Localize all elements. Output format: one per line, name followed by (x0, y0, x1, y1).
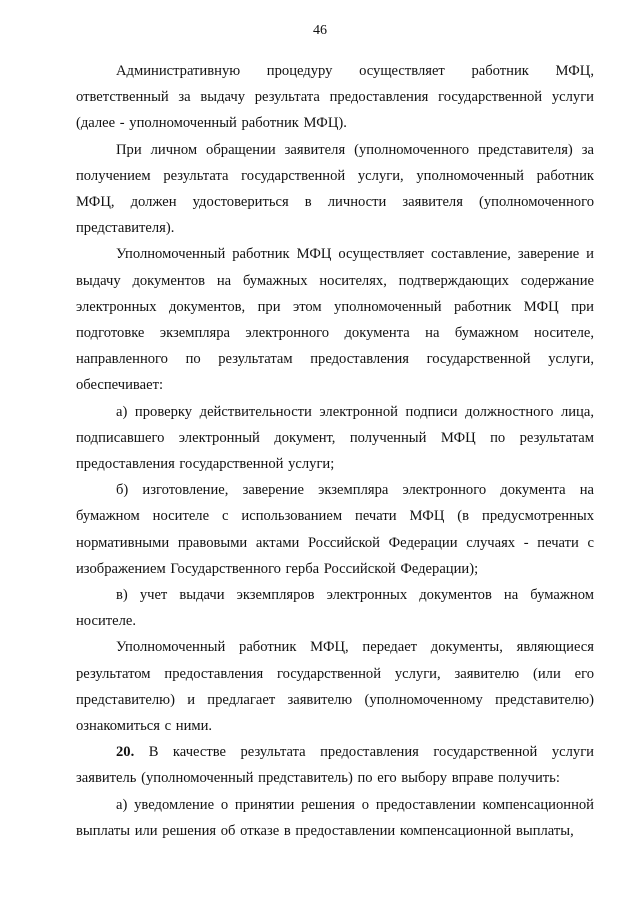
list-item-a-notification: а) уведомление о принятии решения о предоставлении компенсационной выплаты или решения об отказе в предоставлении компенсационной выплаты, (76, 796, 594, 839)
list-item-b-certification: б) изготовление, заверение экземпляра электронного документа на бумажном носителе с использованием печати МФЦ (в предусмотренных нормативными правовыми актами Российской Федерации случаях - печати с изображением Государственного герба Российской Федерации); (76, 482, 594, 577)
section-number: 20. (116, 744, 135, 761)
list-item-c-accounting: в) учет выдачи экземпляров электронных документов на бумажном носителе. (76, 587, 594, 630)
paragraph-section-20 (76, 739, 594, 791)
document-body (76, 58, 594, 844)
paragraph-responsible-worker: Административную процедуру осуществляет работник МФЦ, ответственный за выдачу результата предоставления государственной услуги (далее - уполномоченный работник МФЦ). (76, 63, 594, 132)
paragraph-handover: Уполномоченный работник МФЦ, передает документы, являющиеся результатом предоставления государственной услуги, заявителю (или его представителю) и предлагает заявителю (уполномоченному представителю) ознакомиться с ними. (76, 639, 594, 735)
paragraph-document-preparation: Уполномоченный работник МФЦ осуществляет составление, заверение и выдачу документов на бумажных носителях, подтверждающих содержание электронных документов, при этом уполномоченный работник МФЦ при подготовке экземпляра электронного документа на бумажном носителе, направленного по результатам предоставления государственной услуги, обеспечивает: (76, 246, 594, 394)
paragraph-personal-visit: При личном обращении заявителя (уполномоченного представителя) за получением результата государственной услуги, уполномоченный работник МФЦ, должен удостовериться в личности заявителя (уполномоченного представителя). (76, 141, 594, 237)
page-number: 46 (313, 23, 327, 38)
list-item-a-signature-check: а) проверку действительности электронной подписи должностного лица, подписавшего электронный документ, полученный МФЦ по результатам предоставления государственной услуги; (76, 403, 594, 473)
section-20-text: В качестве результата предоставления государственной услуги заявитель (уполномоченный представитель) по его выбору вправе получить: (76, 744, 594, 787)
